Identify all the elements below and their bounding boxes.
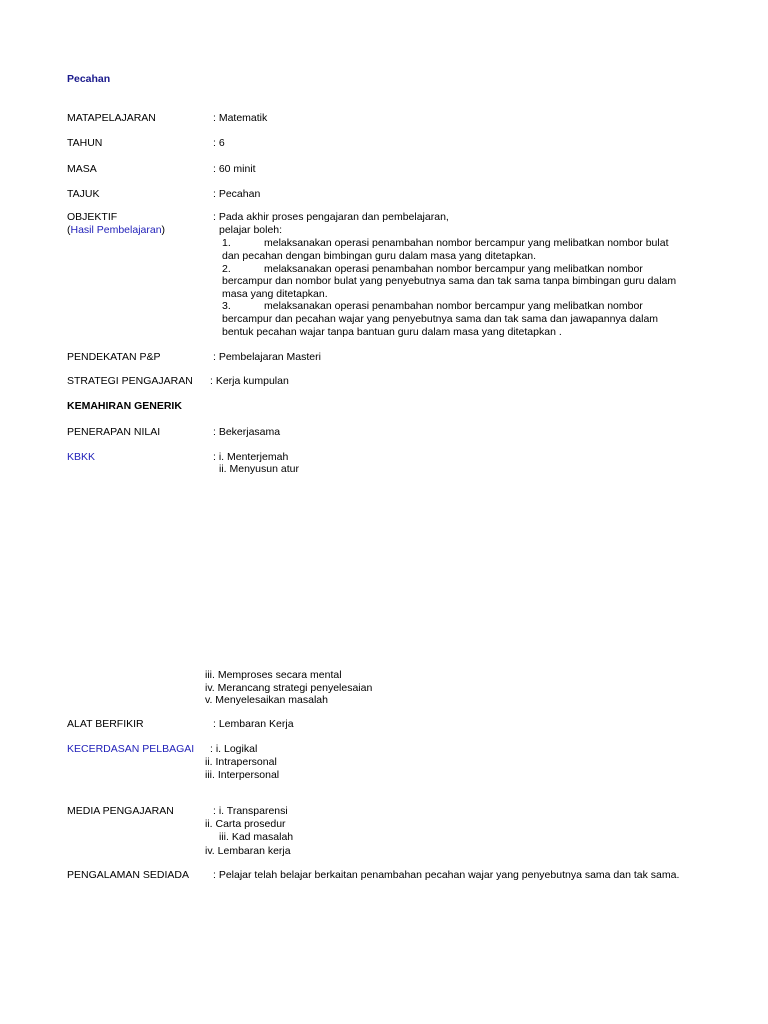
document-title: Pecahan — [67, 73, 111, 85]
matapelajaran-value: : Matematik — [213, 112, 268, 124]
objektif-item-3-num: 3. — [222, 300, 231, 312]
objektif-item-3-line-2: bercampur dan pecahan wajar yang penyebutnya sama dan tak sama dan jawapannya dalam — [222, 313, 659, 325]
media-pengajaran-label: MEDIA PENGAJARAN — [67, 805, 174, 817]
tajuk-label: TAJUK — [67, 188, 100, 200]
pengalaman-label: PENGALAMAN SEDIADA — [67, 869, 189, 881]
matapelajaran-label: MATAPELAJARAN — [67, 112, 156, 124]
penerapan-value: : Bekerjasama — [213, 426, 281, 438]
kbkk-item-1: : i. Menterjemah — [213, 451, 289, 463]
kecerdasan-item-3: iii. Interpersonal — [205, 769, 280, 781]
objektif-item-3-line-1: melaksanakan operasi penambahan nombor bercampur yang melibatkan nombor — [264, 300, 643, 312]
tahun-value: : 6 — [213, 137, 225, 149]
alat-berfikir-value: : Lembaran Kerja — [213, 718, 294, 730]
masa-value: : 60 minit — [213, 163, 256, 175]
media-item-3: iii. Kad masalah — [219, 831, 294, 843]
objektif-item-1-num: 1. — [222, 237, 231, 249]
tahun-label: TAHUN — [67, 137, 103, 149]
pengalaman-value: : Pelajar telah belajar berkaitan penambahan pecahan wajar yang penyebutnya sama dan tak sama. — [213, 869, 680, 881]
media-item-2: ii. Carta prosedur — [205, 818, 286, 830]
media-item-4: iv. Lembaran kerja — [205, 845, 291, 857]
objektif-sublabel-close: ) — [161, 224, 166, 236]
kecerdasan-label: KECERDASAN PELBAGAI — [67, 743, 195, 755]
kemahiran-generik-heading: KEMAHIRAN GENERIK — [67, 400, 182, 412]
kbkk-item-4: iv. Merancang strategi penyelesaian — [205, 682, 373, 694]
objektif-item-1-line-1: melaksanakan operasi penambahan nombor bercampur yang melibatkan nombor bulat — [264, 237, 669, 249]
objektif-item-1-line-2: dan pecahan dengan bimbingan guru dalam masa yang ditetapkan. — [222, 250, 537, 262]
objektif-item-2-line-3: masa yang ditetapkan. — [222, 288, 328, 300]
masa-label: MASA — [67, 163, 97, 175]
objektif-item-2-line-2: bercampur dan nombor bulat yang penyebutnya sama dan tak sama tanpa bimbingan guru dalam — [222, 275, 677, 287]
kecerdasan-item-1: : i. Logikal — [210, 743, 258, 755]
objektif-intro2: pelajar boleh: — [219, 224, 283, 236]
objektif-sublabel — [67, 224, 165, 237]
kbkk-item-3: iii. Memproses secara mental — [205, 669, 342, 681]
kbkk-item-2: ii. Menyusun atur — [219, 463, 299, 475]
alat-berfikir-label: ALAT BERFIKIR — [67, 718, 144, 730]
strategi-value: : Kerja kumpulan — [210, 375, 289, 387]
strategi-label: STRATEGI PENGAJARAN — [67, 375, 193, 387]
pendekatan-label: PENDEKATAN P&P — [67, 351, 161, 363]
objektif-sublabel-open: ( — [67, 224, 71, 236]
objektif-item-2-line-1: melaksanakan operasi penambahan nombor bercampur yang melibatkan nombor — [264, 263, 643, 275]
kbkk-label: KBKK — [67, 451, 96, 463]
kecerdasan-item-2: ii. Intrapersonal — [205, 756, 277, 768]
objektif-sublabel-text: Hasil Pembelajaran — [70, 224, 162, 236]
objektif-label: OBJEKTIF — [67, 211, 118, 223]
objektif-item-2-num: 2. — [222, 263, 231, 275]
penerapan-label: PENERAPAN NILAI — [67, 426, 161, 438]
objektif-intro: : Pada akhir proses pengajaran dan pembelajaran, — [213, 211, 449, 223]
kbkk-item-5: v. Menyelesaikan masalah — [205, 694, 328, 706]
pendekatan-value: : Pembelajaran Masteri — [213, 351, 321, 363]
objektif-item-3-line-3: bentuk pecahan wajar tanpa bantuan guru dalam masa yang ditetapkan . — [222, 326, 562, 338]
tajuk-value: : Pecahan — [213, 188, 261, 200]
media-item-1: : i. Transparensi — [213, 805, 288, 817]
